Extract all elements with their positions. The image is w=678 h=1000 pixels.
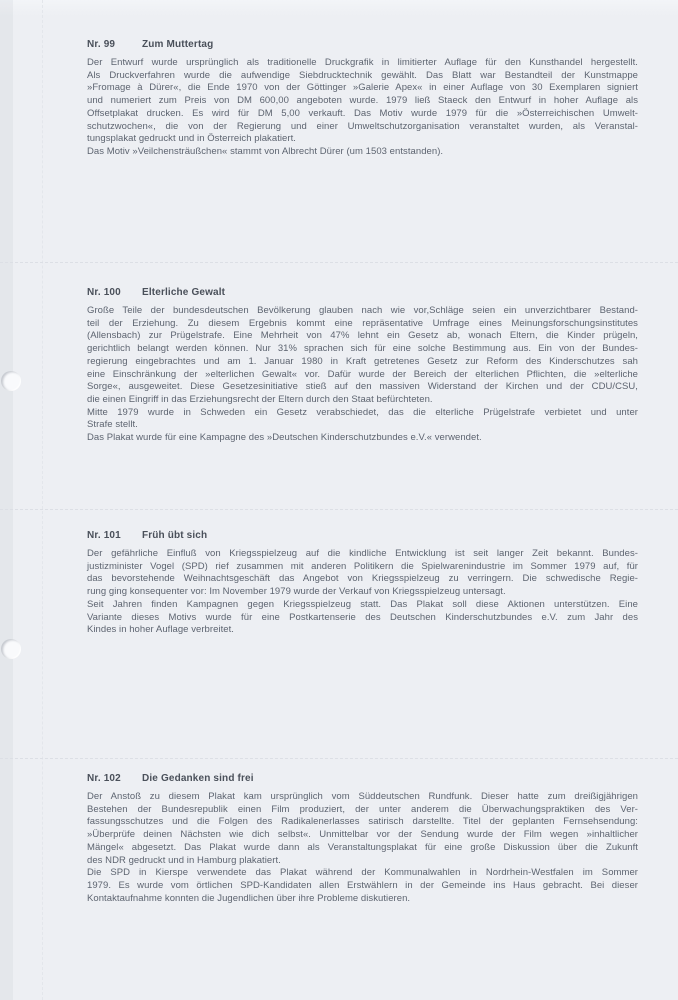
text-line: Große Teile der bundesdeutschen Bevölkerung glauben nach wie vor,Schläge seien ein unverzichtbarer Bestand- <box>87 305 638 316</box>
text-line: 1979. Es wurde vom örtlichen SPD-Kandidaten allen Erstwählern in der Gemeinde ins Haus gebracht. Bei dieser <box>87 879 638 891</box>
text-line: schutzwochen«, die von der Regierung und einer Umweltschutzorganisation veranstaltet wurden, als Veranstal- <box>87 120 638 132</box>
text-line: Offsetplakat drucken. Es wird für DM 5,00 verkauft. Das Motiv wurde 1979 für die »Österreichischen Umwelt- <box>87 107 638 119</box>
catalog-entry <box>87 38 638 159</box>
text-line: Der gefährliche Einfluß von Kriegsspielzeug auf die kindliche Entwicklung ist seit langer Zeit bekannt. Bundes- <box>87 548 638 559</box>
punch-hole <box>1 371 21 391</box>
entry-title: Früh übt sich <box>142 530 208 541</box>
text-line: Die SPD in Kierspe verwendete das Plakat während der Kommunalwahlen in Nordrhein-Westfalen im Sommer <box>87 867 638 879</box>
perforation-line <box>0 758 678 759</box>
text-line: Bestehen der Bundesrepublik einen Film produziert, der unter anderem die Überwachungspraktiken des Ver- <box>87 803 638 815</box>
text-line: rung ging konsequenter vor: Im November 1979 wurde der Verkauf von Kriegsspielzeug untersagt. <box>87 586 506 598</box>
text-line: des NDR gedruckt und in Hamburg plakatiert. <box>87 854 281 866</box>
text-line: das bevorstehende Weihnachtsgeschäft das Angebot von Kriegsspielzeug zu verringern. Die schwedische Regie- <box>87 573 638 585</box>
perforation-line <box>0 509 678 510</box>
entry-heading <box>87 529 638 542</box>
entry-heading <box>87 286 638 299</box>
entry-number: Nr. 101 <box>87 530 121 541</box>
entry-body-text <box>87 57 638 159</box>
entry-number: Nr. 99 <box>87 39 116 50</box>
text-line: die einen Eingriff in das Erziehungsrecht der Eltern durch den Staat befürchteten. <box>87 393 433 405</box>
text-line: Kontaktaufnahme konnten die Jugendlichen über ihre Probleme diskutieren. <box>87 892 411 904</box>
entry-heading <box>87 38 638 51</box>
entry-body-text <box>87 548 638 637</box>
text-line: regierung eingebrachtes und am 1. Januar 1980 in Kraft getretenes Gesetz zur Reform des Kinderschutzes sah <box>87 355 638 367</box>
catalog-entry <box>87 286 638 445</box>
text-line: Das Plakat wurde für eine Kampagne des »Deutschen Kinderschutzbundes e.V.« verwendet. <box>87 432 482 444</box>
text-line: Strafe stellt. <box>87 419 138 431</box>
entry-title: Elterliche Gewalt <box>142 287 226 298</box>
entry-number: Nr. 100 <box>87 287 121 298</box>
entry-number: Nr. 102 <box>87 773 121 784</box>
text-line: Seit Jahren finden Kampagnen gegen Kriegsspielzeug statt. Das Plakat soll diese Aktionen unterstützen. Eine <box>87 598 638 610</box>
text-line: und numeriert zum Preis von DM 600,00 angeboten wurde. 1979 ließ Staeck den Entwurf in hoher Auflage als <box>87 95 638 107</box>
text-line: Kindes in hoher Auflage verbreitet. <box>87 624 234 636</box>
text-line: tungsplakat gedruckt und in Österreich plakatiert. <box>87 133 296 145</box>
text-line: fassungsschutzes und die Folgen des Radikalenerlasses satirisch darstellte. Titel der geplanten Fernsehsendung: <box>87 816 638 828</box>
text-line: Sorge«, ausgeweitet. Diese Gesetzesinitiative stieß auf den massiven Widerstand der Kirchen und der CDU/CSU, <box>87 381 638 393</box>
text-line: Der Anstoß zu diesem Plakat kam ursprünglich vom Süddeutschen Rundfunk. Dieser hatte zum dreißigjährigen <box>87 791 638 802</box>
text-line: Der Entwurf wurde ursprünglich als traditionelle Druckgrafik in limitierter Auflage für den Kunsthandel hergestellt. <box>87 57 638 68</box>
entry-body-text <box>87 305 638 445</box>
page-left-edge-shade <box>0 0 13 1000</box>
text-line: gerichtlich belangt werden können. Nur 31% sprachen sich für eine solche Bestimmung aus. Ein von der Bundes- <box>87 343 638 355</box>
text-line: eine Einschränkung der »elterlichen Gewalt« vor. Dafür wurde der Bereich der elterlichen Pflichten, die »elterliche <box>87 368 638 380</box>
text-line: (Allensbach) zur Prügelstrafe. Eine Mehrheit von 47% lehnt ein Gesetz ab, wonach Eltern, die Kinder prügeln, <box>87 330 638 342</box>
text-line: teil der Erziehung. Zu diesem Ergebnis kommt eine repräsentative Umfrage eines Meinungsforschungsinstitutes <box>87 317 638 329</box>
text-line: »Fromage à Dürer«, die Ende 1970 von der Göttinger »Galerie Apex« in einer Auflage von 30 Exemplaren signiert <box>87 82 638 94</box>
perforation-line <box>0 262 678 263</box>
text-line: Mitte 1979 wurde in Schweden ein Gesetz verabschiedet, das die elterliche Prügelstrafe verbietet und unter <box>87 406 638 418</box>
punch-hole <box>1 639 21 659</box>
text-line: Das Motiv »Veilchensträußchen« stammt von Albrecht Dürer (um 1503 entstanden). <box>87 145 444 157</box>
catalog-entry <box>87 772 638 905</box>
entry-title: Zum Muttertag <box>142 39 214 50</box>
text-line: Mängel« abgesetzt. Das Plakat wurde dann als Veranstaltungsplakat für eine große Diskussion über die Zukunft <box>87 841 638 853</box>
text-line: Variante dieses Motivs wurde für eine Postkartenserie des Deutschen Kinderschutzbundes e.V. zum Jahr des <box>87 611 638 623</box>
vertical-perforation-line <box>42 0 43 1000</box>
entry-title: Die Gedanken sind frei <box>142 773 254 784</box>
entry-body-text <box>87 791 638 905</box>
text-line: »Überprüfe deinen Nächsten wie dich selbst«. Unmittelbar vor der Sendung wurde der Film wegen »inhaltlicher <box>87 829 638 841</box>
text-line: Als Druckverfahren wurde die aufwendige Siebdrucktechnik gewählt. Das Blatt war Bestandteil der Kunstmappe <box>87 69 638 81</box>
entry-heading <box>87 772 638 785</box>
text-line: justizminister Vogel (SPD) rief zusammen mit anderen Politikern die Spielwarenindustrie im Sommer 1979 auf, für <box>87 560 638 572</box>
catalog-entry <box>87 529 638 637</box>
